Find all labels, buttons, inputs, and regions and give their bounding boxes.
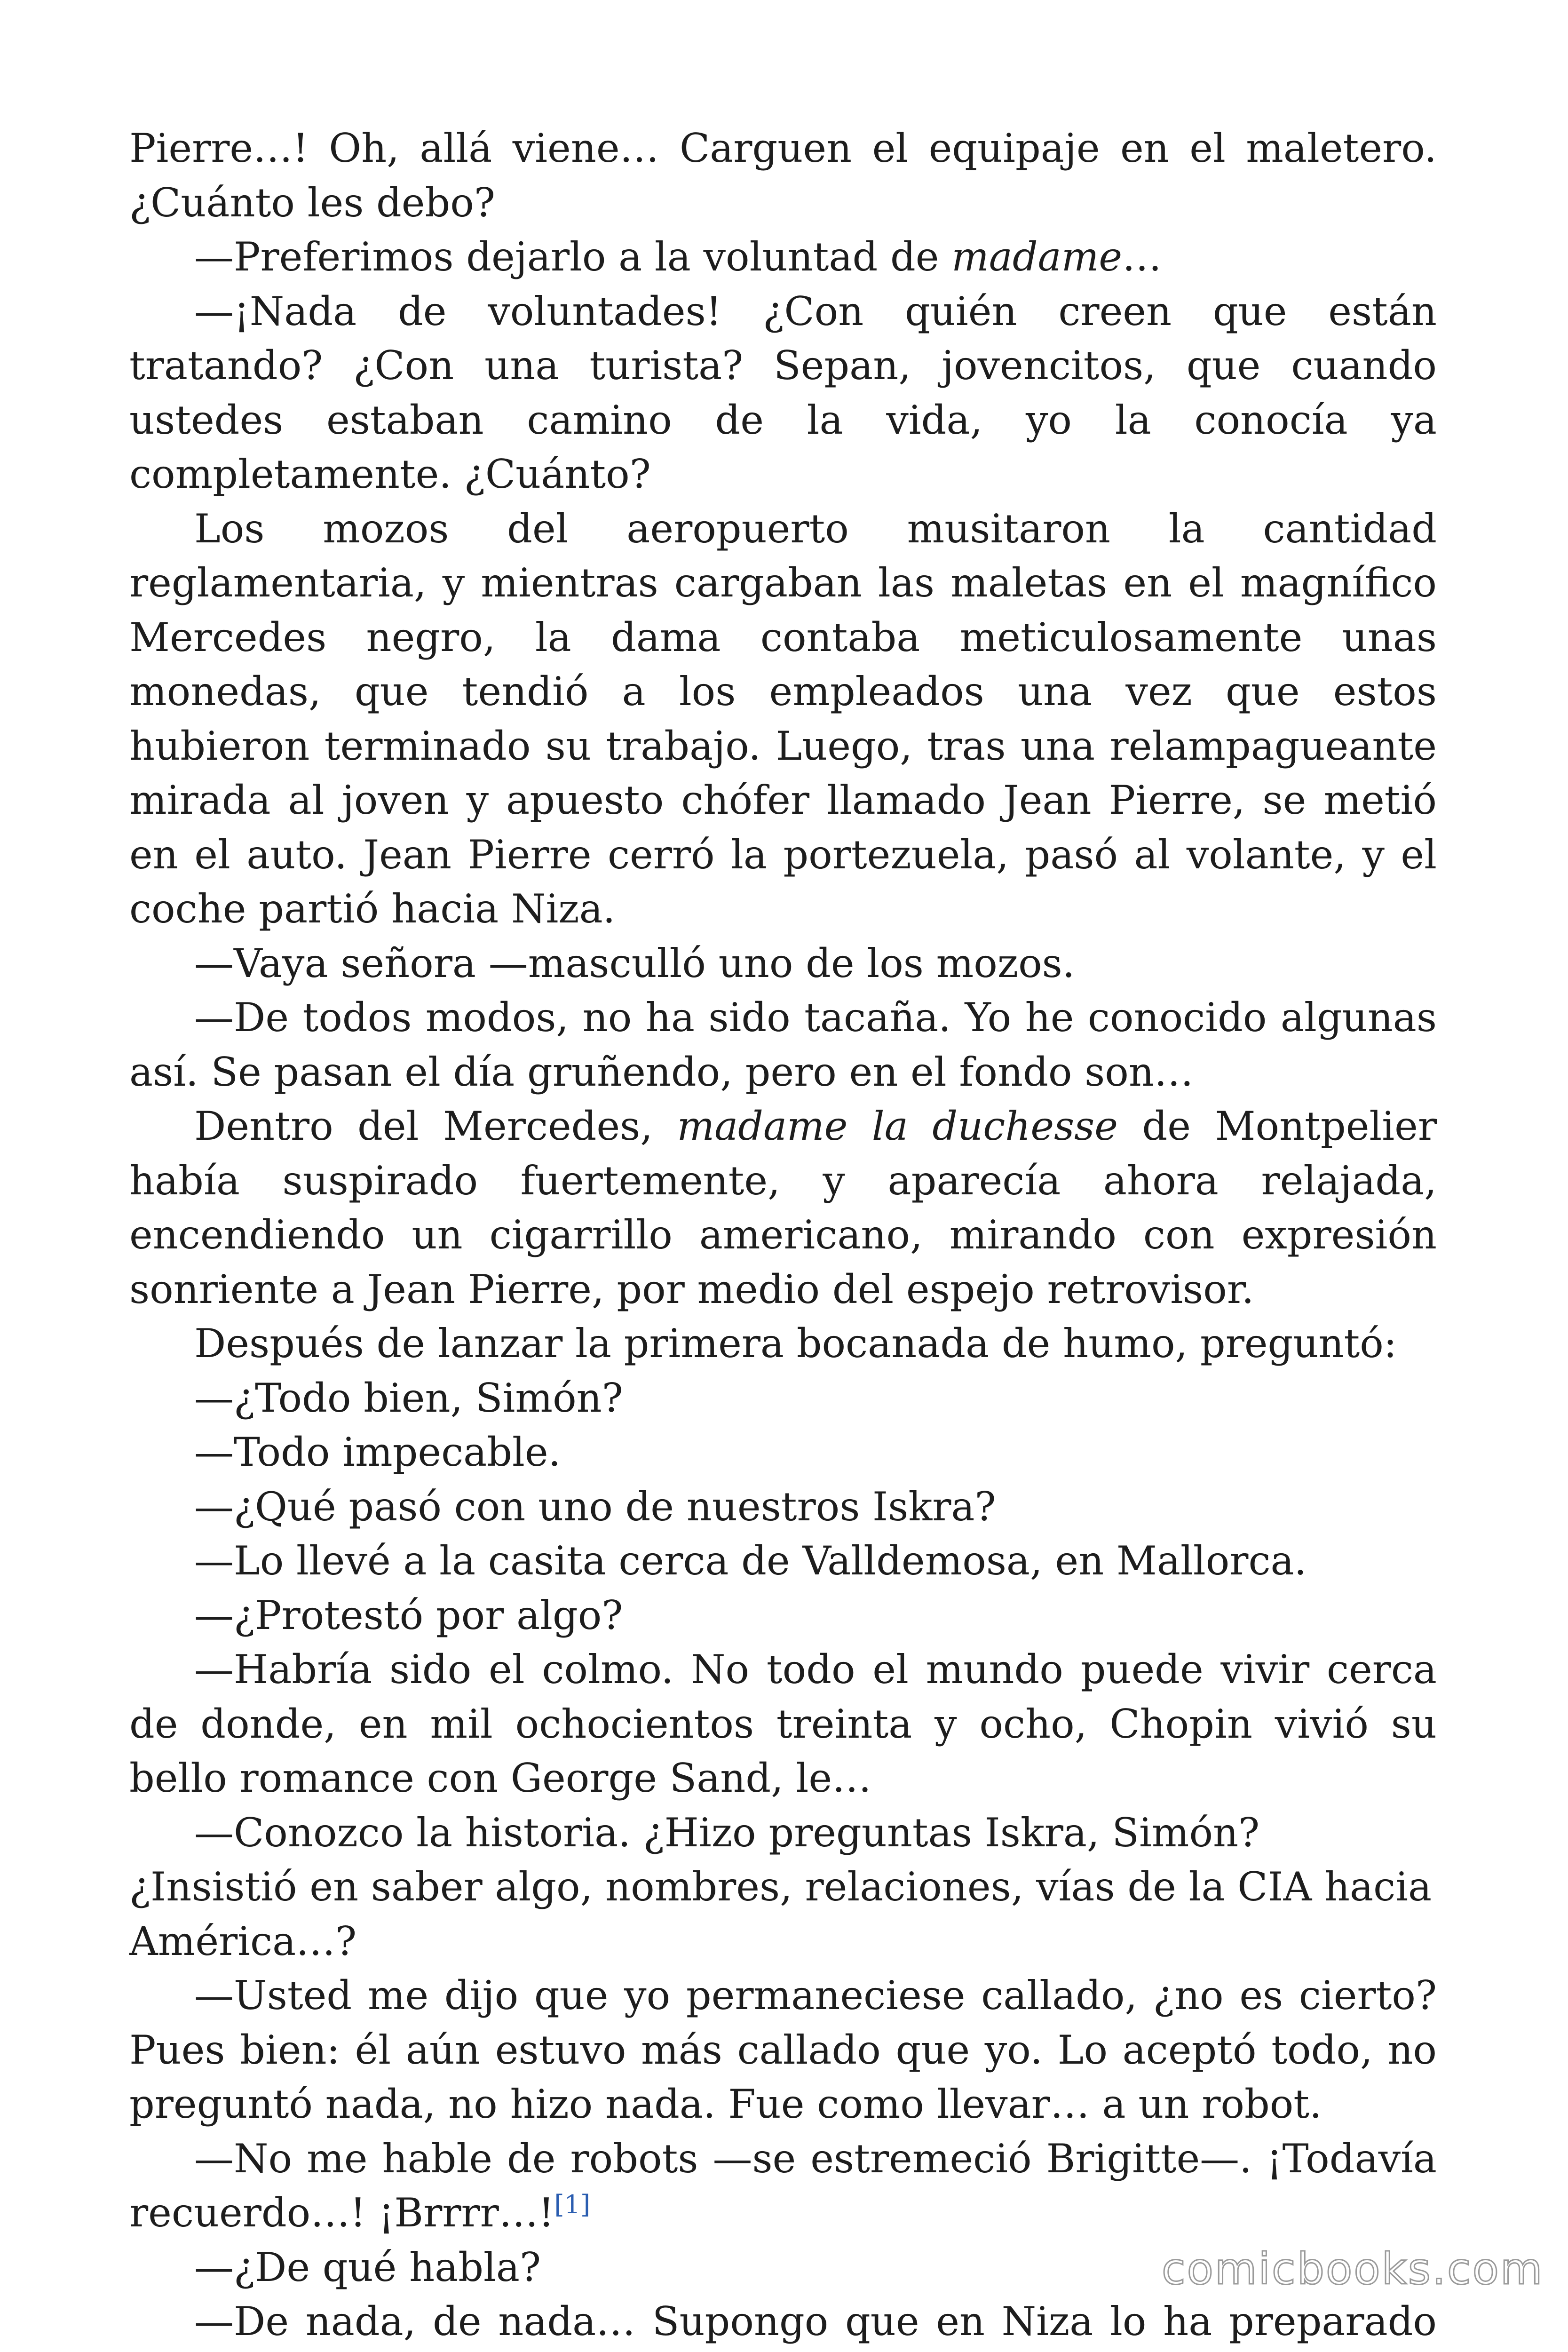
italic-text: madame (951, 234, 1123, 280)
paragraph: —De todos modos, no ha sido tacaña. Yo he conocido algunas así. Se pasan el día gruñendo, pero en el fondo son… (129, 994, 1437, 1095)
paragraph: —Preferimos dejarlo a la voluntad de madame… (194, 234, 1162, 280)
book-page-text (129, 121, 1437, 2349)
paragraph: —¿Protestó por algo? (194, 1592, 623, 1638)
paragraph: —Habría sido el colmo. No todo el mundo puede vivir cerca de donde, en mil ochocientos treinta y ocho, Chopin vivió su bello romance con George Sand, le… (129, 1646, 1437, 1801)
paragraph: —¡Nada de voluntades! ¿Con quién creen que están tratando? ¿Con una turista? Sepan, jovencitos, que cuando ustedes estaban camino de la vida, yo la conocía ya completamente. ¿Cuánto? (129, 288, 1437, 497)
watermark-logo: comicbooks.com (1162, 2244, 1544, 2294)
paragraph: —Conozco la historia. ¿Hizo preguntas Iskra, Simón? ¿Insistió en saber algo, nombres, relaciones, vías de la CIA hacia América…? (129, 1809, 1432, 1964)
paragraph: Después de lanzar la primera bocanada de humo, preguntó: (194, 1320, 1397, 1367)
paragraph: —¿Todo bien, Simón? (194, 1375, 623, 1421)
paragraph: —¿Qué pasó con uno de nuestros Iskra? (194, 1483, 996, 1530)
paragraph: —De nada, de nada… Supongo que en Niza lo ha preparado (194, 2298, 1437, 2344)
paragraph: —¿De qué habla? (194, 2244, 541, 2290)
italic-text: madame la duchesse (677, 1103, 1118, 1149)
paragraph: Dentro del Mercedes, madame la duchesse de Montpelier había suspirado fuertemente, y aparecía ahora relajada, encendiendo un cigarrillo americano, mirando con expresión sonriente a Jean Pierre, por medio del espejo retrovisor. (129, 1103, 1437, 1312)
paragraph: —Todo impecable. (194, 1429, 561, 1475)
footnote-link[interactable]: [1] (554, 2190, 591, 2219)
paragraph: —Lo llevé a la casita cerca de Valldemosa, en Mallorca. (194, 1538, 1307, 1584)
paragraph: Pierre…! Oh, allá viene… Carguen el equipaje en el maletero. ¿Cuánto les debo? (129, 125, 1437, 226)
paragraph: —Vaya señora —masculló uno de los mozos. (194, 940, 1075, 986)
paragraph: Los mozos del aeropuerto musitaron la cantidad reglamentaria, y mientras cargaban las maletas en el magnífico Mercedes negro, la dama contaba meticulosamente unas monedas, que tendió a los empleados una vez que estos hubieron terminado su trabajo. Luego, tras una relampagueante mirada al joven y apuesto chófer llamado Jean Pierre, se metió en el auto. Jean Pierre cerró la portezuela, pasó al volante, y el coche partió hacia Niza. (129, 505, 1437, 932)
paragraph: —No me hable de robots —se estremeció Brigitte—. ¡Todavía recuerdo…! ¡Brrrr…![1] (129, 2135, 1437, 2236)
paragraph: —Usted me dijo que yo permaneciese callado, ¿no es cierto? Pues bien: él aún estuvo más callado que yo. Lo aceptó todo, no preguntó nada, no hizo nada. Fue como llevar… a un robot. (129, 1972, 1437, 2127)
